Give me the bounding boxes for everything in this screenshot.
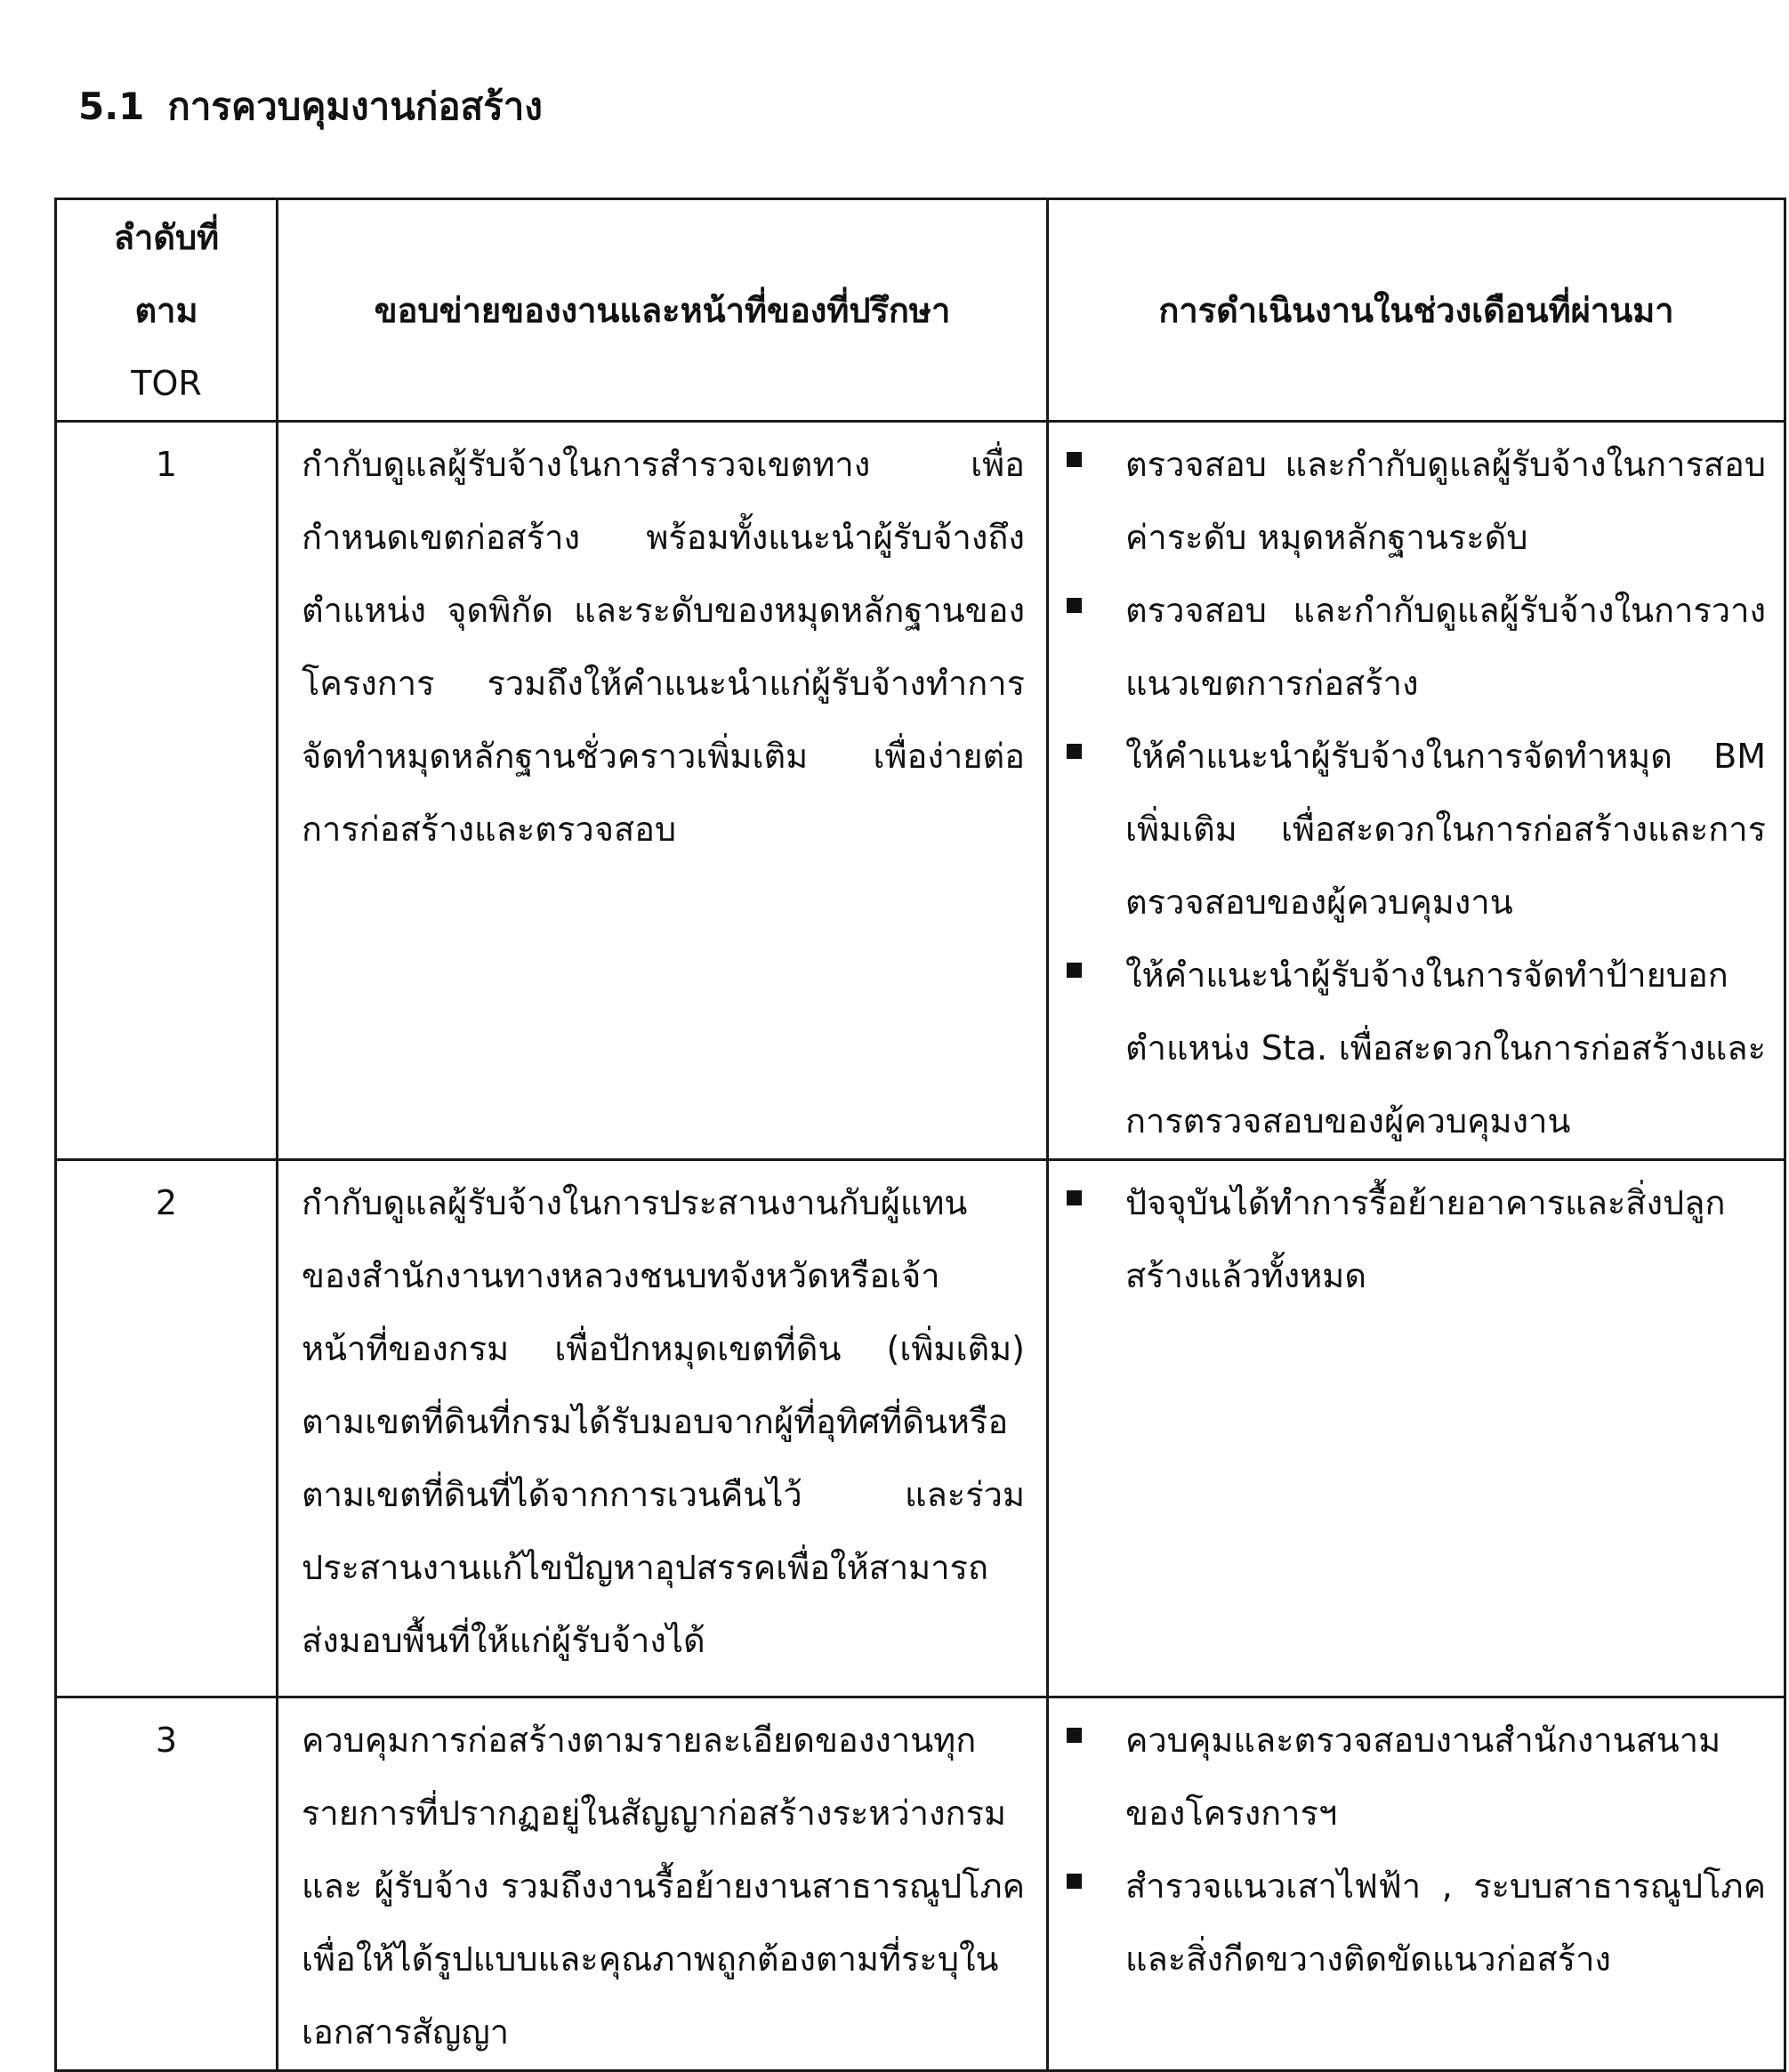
table-row [56,422,1785,1160]
row-scope: ควบคุมการก่อสร้างตามรายละเอียดของงานทุกรายการที่ปรากฏอยู่ในสัญญาก่อสร้างระหว่างกรม และ ผู้รับจ้าง รวมถึงงานรื้อย้ายงานสาธารณูปโภค เพื่อให้ได้รูปแบบและคุณภาพถูกต้องตามที่ระบุในเอกสารสัญญา [278,1697,1048,2071]
table-header-row [56,199,1785,422]
row-work [1048,1697,1785,2071]
header-work: การดำเนินงานในช่วงเดือนที่ผ่านมา [1048,199,1785,422]
work-item [1063,1166,1766,1312]
work-item [1063,1850,1766,1995]
section-heading [78,78,543,135]
row-number: 1 [56,422,278,1160]
row-number: 3 [56,1697,278,2071]
work-item-text: ตรวจสอบ และกำกับดูแลผู้รับจ้างในการวางแนวเขตการก่อสร้าง [1125,591,1766,703]
work-item-text: ควบคุมและตรวจสอบงานสำนักงานสนามของโครงการฯ [1125,1721,1721,1833]
table-row [56,1160,1785,1697]
square-bullet-icon [1067,1874,1082,1889]
header-tor-number-line3: TOR [131,363,202,403]
work-list [1063,428,1766,1157]
header-tor-number-line2: ตาม [134,290,198,330]
header-tor-number-line1: ลำดับที่ [113,217,220,257]
work-list [1063,1704,1766,1995]
section-title: การควบคุมงานก่อสร้าง [167,85,543,128]
row-scope: กำกับดูแลผู้รับจ้างในการประสานงานกับผู้แทนของสำนักงานทางหลวงชนบทจังหวัดหรือเจ้าหน้าที่ของกรม เพื่อปักหมุดเขตที่ดิน (เพิ่มเติม) ตามเขตที่ดินที่กรมได้รับมอบจากผู้ที่อุทิศที่ดินหรือตามเขตที่ดินที่ได้จากการเวนคืนไว้ และร่วมประสานงานแก้ไขปัญหาอุปสรรคเพื่อให้สามารถส่งมอบพื้นที่ให้แก่ผู้รับจ้างได้ [278,1160,1048,1697]
square-bullet-icon [1067,598,1082,613]
work-item [1063,1704,1766,1850]
section-number: 5.1 [78,85,145,128]
header-scope: ขอบข่ายของงานและหน้าที่ของที่ปรึกษา [278,199,1048,422]
header-tor-number [56,199,278,422]
square-bullet-icon [1067,963,1082,978]
table-row [56,1697,1785,2071]
work-item-text: ปัจจุบันได้ทำการรื้อย้ายอาคารและสิ่งปลูกสร้างแล้วทั้งหมด [1125,1183,1726,1295]
row-scope: กำกับดูแลผู้รับจ้างในการสำรวจเขตทาง เพื่อกำหนดเขตก่อสร้าง พร้อมทั้งแนะนำผู้รับจ้างถึงตำแหน่ง จุดพิกัด และระดับของหมุดหลักฐานของโครงการ รวมถึงให้คำแนะนำแก่ผู้รับจ้างทำการจัดทำหมุดหลักฐานชั่วคราวเพิ่มเติม เพื่อง่ายต่อการก่อสร้างและตรวจสอบ [278,422,1048,1160]
row-work [1048,422,1785,1160]
work-item [1063,720,1766,939]
work-item-text: สำรวจแนวเสาไฟฟ้า , ระบบสาธารณูปโภคและสิ่งกีดขวางติดขัดแนวก่อสร้าง [1125,1866,1766,1979]
row-number: 2 [56,1160,278,1697]
work-item-text: ให้คำแนะนำผู้รับจ้างในการจัดทำป้ายบอกตำแหน่ง Sta. เพื่อสะดวกในการก่อสร้างและการตรวจสอบของผู้ควบคุมงาน [1125,955,1766,1141]
work-item [1063,939,1766,1157]
work-list [1063,1166,1766,1312]
square-bullet-icon [1067,1190,1082,1205]
row-work [1048,1160,1785,1697]
square-bullet-icon [1067,744,1082,759]
work-item-text: ให้คำแนะนำผู้รับจ้างในการจัดทำหมุด BM เพิ่มเติม เพื่อสะดวกในการก่อสร้างและการตรวจสอบของผู้ควบคุมงาน [1125,737,1766,922]
square-bullet-icon [1067,1728,1082,1743]
work-item [1063,428,1766,574]
work-item-text: ตรวจสอบ และกำกับดูแลผู้รับจ้างในการสอบค่าระดับ หมุดหลักฐานระดับ [1125,445,1766,557]
work-item [1063,574,1766,720]
square-bullet-icon [1067,452,1082,467]
progress-table [54,198,1786,2072]
